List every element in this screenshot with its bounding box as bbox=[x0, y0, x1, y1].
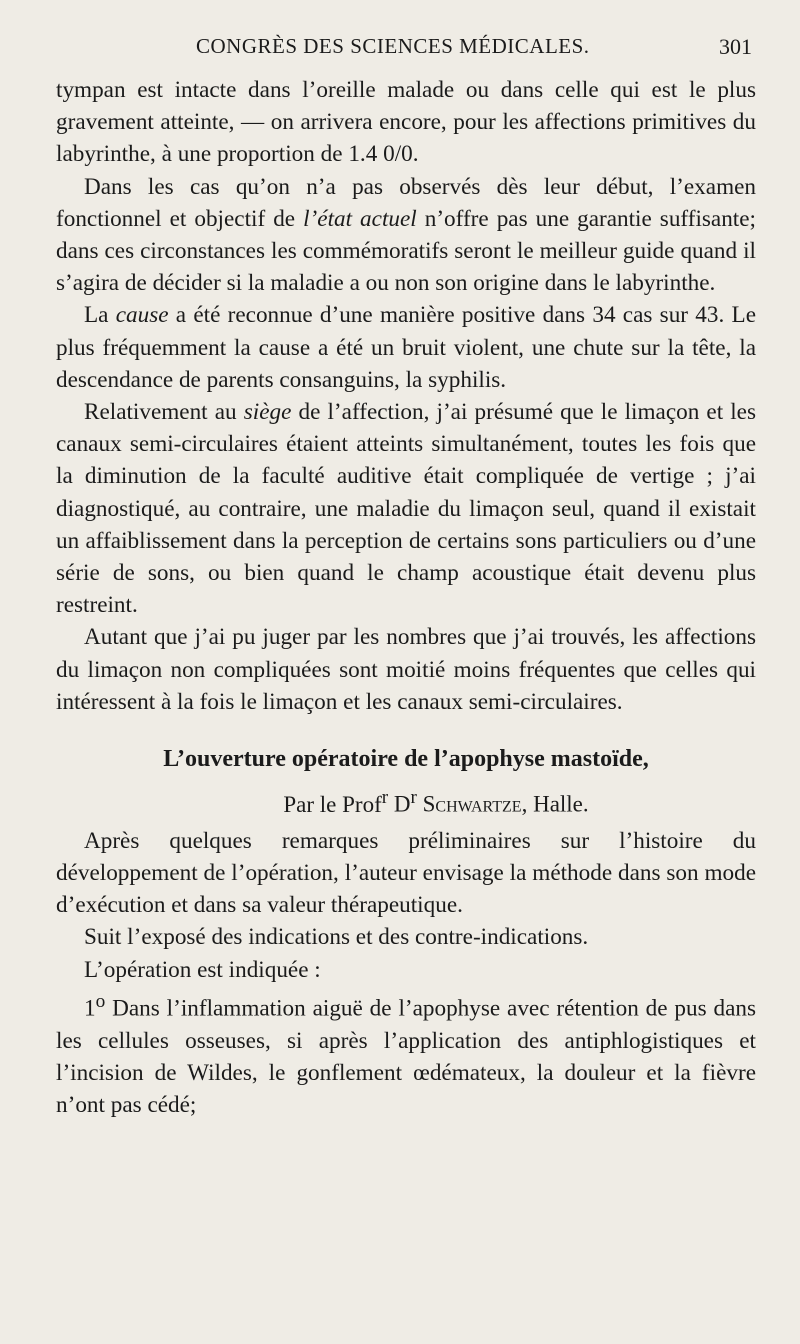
emphasis-siege: siège bbox=[243, 399, 292, 426]
emphasis-etat-actuel: l’état actuel bbox=[303, 205, 417, 232]
paragraph-nombres bbox=[56, 621, 756, 718]
paragraph-text: n’offre pas une garantie suffisante; dans ces circonstances les commémoratifs seront le meilleur guide quand il s’agira de décider si la maladie a ou non son origine dans le labyrinthe. bbox=[56, 205, 756, 297]
paragraph-text: Après quelques remarques préliminaires sur l’histoire du développement de l’opération, l’auteur envisage la méthode dans son mode d’exécution et dans sa valeur thérapeutique. bbox=[56, 827, 756, 919]
paragraph-text: Dans l’inflammation aiguë de l’apophyse avec rétention de pus dans les cellules osseuses, si après l’application des antiphlogistiques et l’incision de Wildes, le gonflement œdémateux, la douleur et la fièvre n’ont pas cédé; bbox=[56, 995, 756, 1119]
paragraph-text: Autant que j’ai pu juger par les nombres que j’ai trouvés, les affections du limaçon non compliquées sont moitié moins fréquentes que celles qui intéressent à la fois le limaçon et les canaux semi-circulaires. bbox=[56, 624, 756, 715]
page-body bbox=[56, 74, 756, 1121]
paragraph-indications bbox=[56, 921, 756, 953]
paragraph-indiquee bbox=[56, 954, 756, 986]
paragraph-text: L’opération est indiquée : bbox=[84, 956, 321, 983]
paragraph-text: Dans les cas qu’on n’a pas observés dès leur début, l’examen fonctionnel et objectif de bbox=[56, 173, 756, 232]
emphasis-cause: cause bbox=[115, 302, 169, 329]
paragraph-historique bbox=[56, 825, 756, 922]
paragraph-siege bbox=[56, 396, 756, 621]
byline-author: Schwartze bbox=[422, 791, 522, 817]
paragraph-text: La bbox=[84, 302, 116, 329]
byline-dr: D bbox=[388, 791, 411, 817]
item-number-sup: o bbox=[95, 990, 106, 1012]
paragraph-text: a été reconnue d’une manière positive dans 34 cas sur 43. Le plus fréquemment la cause a été un bruit violent, une chute sur la tête, la descendance de parents consanguins, la syphilis. bbox=[56, 302, 756, 393]
paragraph-continued bbox=[56, 74, 756, 171]
paragraph-text: Relativement au bbox=[84, 399, 244, 426]
item-number: 1 bbox=[84, 995, 96, 1022]
page-number: 301 bbox=[719, 34, 752, 59]
byline-dr-sup: r bbox=[410, 787, 417, 809]
section-heading: L’ouverture opératoire de l’apophyse mastoïde, bbox=[163, 746, 649, 773]
byline-prefix: Par le Prof bbox=[283, 791, 382, 817]
running-head bbox=[56, 34, 756, 70]
running-title: CONGRÈS DES SCIENCES MÉDICALES. bbox=[196, 34, 590, 58]
paragraph-item-1 bbox=[56, 986, 756, 1122]
byline-place: , Halle. bbox=[521, 791, 589, 817]
paragraph-examen bbox=[56, 171, 756, 300]
paragraph-text: Suit l’exposé des indications et des contre-indications. bbox=[84, 924, 589, 951]
author-byline bbox=[56, 782, 756, 821]
paragraph-cause bbox=[56, 299, 756, 396]
byline-prof-sup: r bbox=[381, 787, 389, 809]
paragraph-text: de l’affection, j’ai présumé que le limaçon et les canaux semi-circulaires étaient atteints simultanément, toutes les fois que la diminution de la faculté auditive était compliquée de vertige ; j’ai diagnostiqué, au contraire, une maladie du limaçon seul, quand il existait un affaiblissement dans la perception de certains sons particuliers ou d’une série de sons, ou bien quand le champ acoustique était devenu plus restreint. bbox=[56, 399, 757, 619]
paragraph-text: tympan est intacte dans l’oreille malade ou dans celle qui est le plus gravement atteinte, — on arrivera encore, pour les affections primitives du labyrinthe, à une proportion de 1.4 0/0. bbox=[56, 77, 756, 168]
